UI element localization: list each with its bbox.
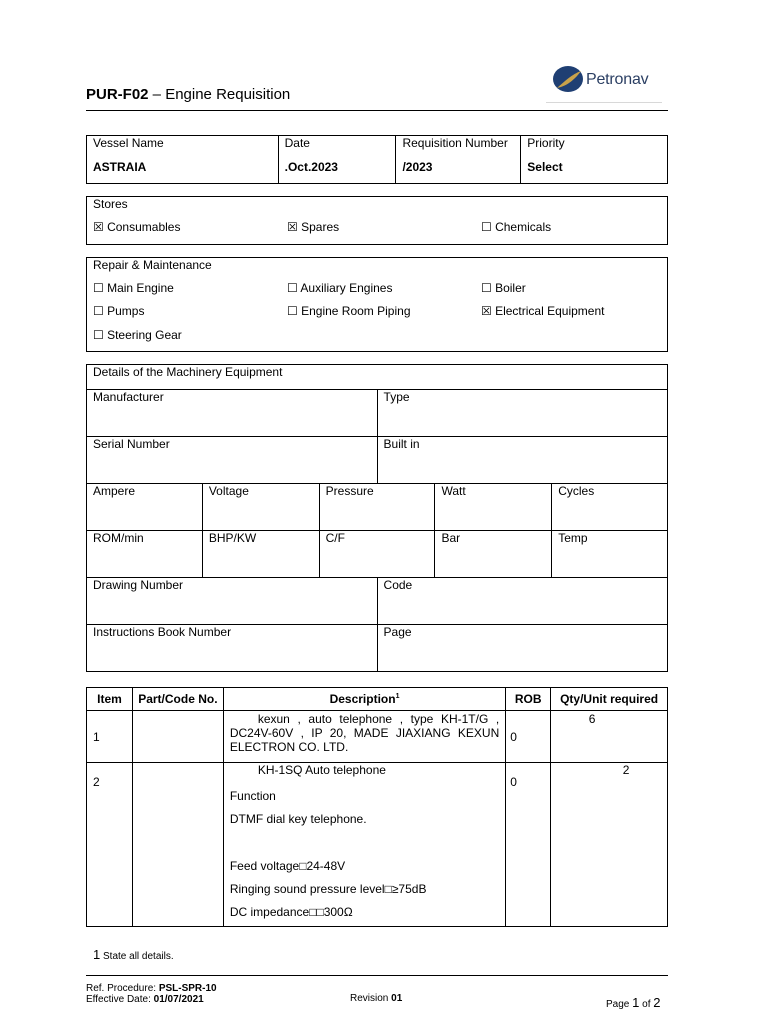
page-field[interactable]: Page [377, 625, 667, 672]
header-qty: Qty/Unit required [551, 688, 668, 711]
header-rob: ROB [506, 688, 551, 711]
ampere-field[interactable]: Ampere [87, 484, 203, 531]
bhp-field[interactable]: BHP/KW [202, 531, 319, 578]
revision-label: Revision [350, 993, 392, 1004]
cf-field[interactable]: C/F [319, 531, 435, 578]
row-description[interactable]: kexun , auto telephone , type KH-1T/G , DC24V-60V , IP 20, MADE JIAXIANG KEXUN ELECTRON CO. LTD. [223, 711, 505, 763]
description-line: Ringing sound pressure level□≥75dB [229, 881, 427, 896]
checkbox-chemicals[interactable]: ☐ Chemicals [481, 220, 552, 234]
repair-maintenance-label: Repair & Maintenance [93, 258, 212, 272]
priority-cell [521, 136, 668, 184]
footnote-marker: 1 [395, 693, 400, 700]
row-item-number: 1 [87, 711, 133, 763]
logo-text: Petronav [586, 71, 649, 88]
header-description-text: Description [329, 692, 396, 706]
footnote [93, 947, 174, 962]
instructions-book-field[interactable]: Instructions Book Number [87, 625, 378, 672]
company-logo [546, 62, 662, 104]
description-line [230, 832, 499, 855]
description-line: KH-1SQ Auto telephone [257, 763, 386, 777]
page-title [86, 86, 290, 103]
stores-section [86, 196, 668, 245]
page-current: 1 [632, 995, 640, 1010]
ref-procedure-label: Ref. Procedure: [86, 983, 159, 994]
checkbox-main-engine[interactable]: ☐ Main Engine [93, 281, 174, 295]
serial-number-field[interactable]: Serial Number [87, 437, 378, 484]
temp-field[interactable]: Temp [552, 531, 668, 578]
header-item: Item [87, 688, 133, 711]
logo-divider [546, 102, 662, 103]
voltage-field[interactable]: Voltage [202, 484, 319, 531]
description-line: DTMF dial key telephone. [229, 812, 367, 827]
requisition-number-value[interactable]: /2023 [402, 160, 433, 174]
description-line: Feed voltage□24-48V [229, 858, 346, 873]
machinery-details-table [86, 364, 668, 672]
effective-date [86, 994, 217, 1005]
vessel-name-cell [87, 136, 279, 184]
row-description[interactable] [223, 763, 505, 927]
rom-field[interactable]: ROM/min [87, 531, 203, 578]
ref-procedure-value: PSL-SPR-10 [158, 983, 217, 994]
effective-date-value: 01/07/2021 [153, 994, 204, 1005]
row-part-code[interactable] [132, 763, 223, 927]
vessel-name-value[interactable]: ASTRAIA [93, 160, 147, 174]
pressure-field[interactable]: Pressure [319, 484, 435, 531]
items-table [86, 687, 668, 927]
logo-mark-icon [550, 64, 586, 96]
row-rob[interactable]: 0 [506, 763, 551, 927]
checkbox-auxiliary-engines[interactable]: ☐ Auxiliary Engines [287, 281, 393, 295]
requisition-number-cell [396, 136, 521, 184]
form-title: – Engine Requisition [148, 86, 291, 103]
requisition-header-table [86, 135, 668, 184]
checkbox-boiler[interactable]: ☐ Boiler [481, 281, 526, 295]
footer-left [86, 983, 217, 1005]
row-item-number: 2 [87, 763, 133, 927]
page-number [606, 995, 661, 1010]
code-field[interactable]: Code [377, 578, 667, 625]
built-in-field[interactable]: Built in [377, 437, 667, 484]
header-divider [86, 110, 668, 111]
priority-select[interactable]: Select [527, 160, 563, 174]
date-value[interactable]: .Oct.2023 [284, 160, 338, 174]
table-row [87, 711, 668, 763]
stores-label: Stores [93, 197, 128, 211]
repair-maintenance-section [86, 257, 668, 352]
ref-procedure [86, 983, 217, 994]
type-field[interactable]: Type [377, 390, 667, 437]
checkbox-pumps[interactable]: ☐ Pumps [93, 304, 145, 318]
drawing-number-field[interactable]: Drawing Number [87, 578, 378, 625]
description-line: Function [229, 789, 276, 803]
checkbox-engine-room-piping[interactable]: ☐ Engine Room Piping [287, 304, 411, 318]
page-of-label: of [639, 999, 654, 1010]
vessel-name-label: Vessel Name [93, 136, 164, 150]
checkbox-electrical-equipment[interactable]: ☒ Electrical Equipment [481, 304, 605, 318]
watt-field[interactable]: Watt [435, 484, 552, 531]
checkbox-steering-gear[interactable]: ☐ Steering Gear [93, 328, 182, 342]
revision-value: 01 [391, 993, 403, 1004]
effective-date-label: Effective Date: [86, 994, 154, 1005]
page-total: 2 [653, 995, 661, 1010]
footnote-number: 1 [93, 947, 101, 962]
date-cell [278, 136, 396, 184]
header-description [223, 688, 505, 711]
checkbox-consumables[interactable]: ☒ Consumables [93, 220, 181, 234]
priority-label: Priority [527, 136, 565, 150]
bar-field[interactable]: Bar [435, 531, 552, 578]
checkbox-spares[interactable]: ☒ Spares [287, 220, 340, 234]
requisition-number-label: Requisition Number [402, 136, 508, 150]
date-label: Date [284, 136, 310, 150]
manufacturer-field[interactable]: Manufacturer [87, 390, 378, 437]
page-label: Page [606, 999, 633, 1010]
table-row [87, 763, 668, 927]
cycles-field[interactable]: Cycles [552, 484, 668, 531]
form-code: PUR-F02 [86, 86, 149, 103]
description-line: DC impedance□□300Ω [229, 905, 353, 920]
footnote-text: State all details. [100, 951, 174, 962]
machinery-details-label: Details of the Machinery Equipment [87, 365, 668, 390]
row-part-code[interactable] [132, 711, 223, 763]
row-qty[interactable]: 2 [551, 763, 668, 927]
header-part-code: Part/Code No. [132, 688, 223, 711]
row-rob[interactable]: 0 [506, 711, 551, 763]
revision [350, 993, 402, 1004]
footer-divider [86, 975, 668, 976]
row-qty[interactable]: 6 [551, 711, 668, 763]
